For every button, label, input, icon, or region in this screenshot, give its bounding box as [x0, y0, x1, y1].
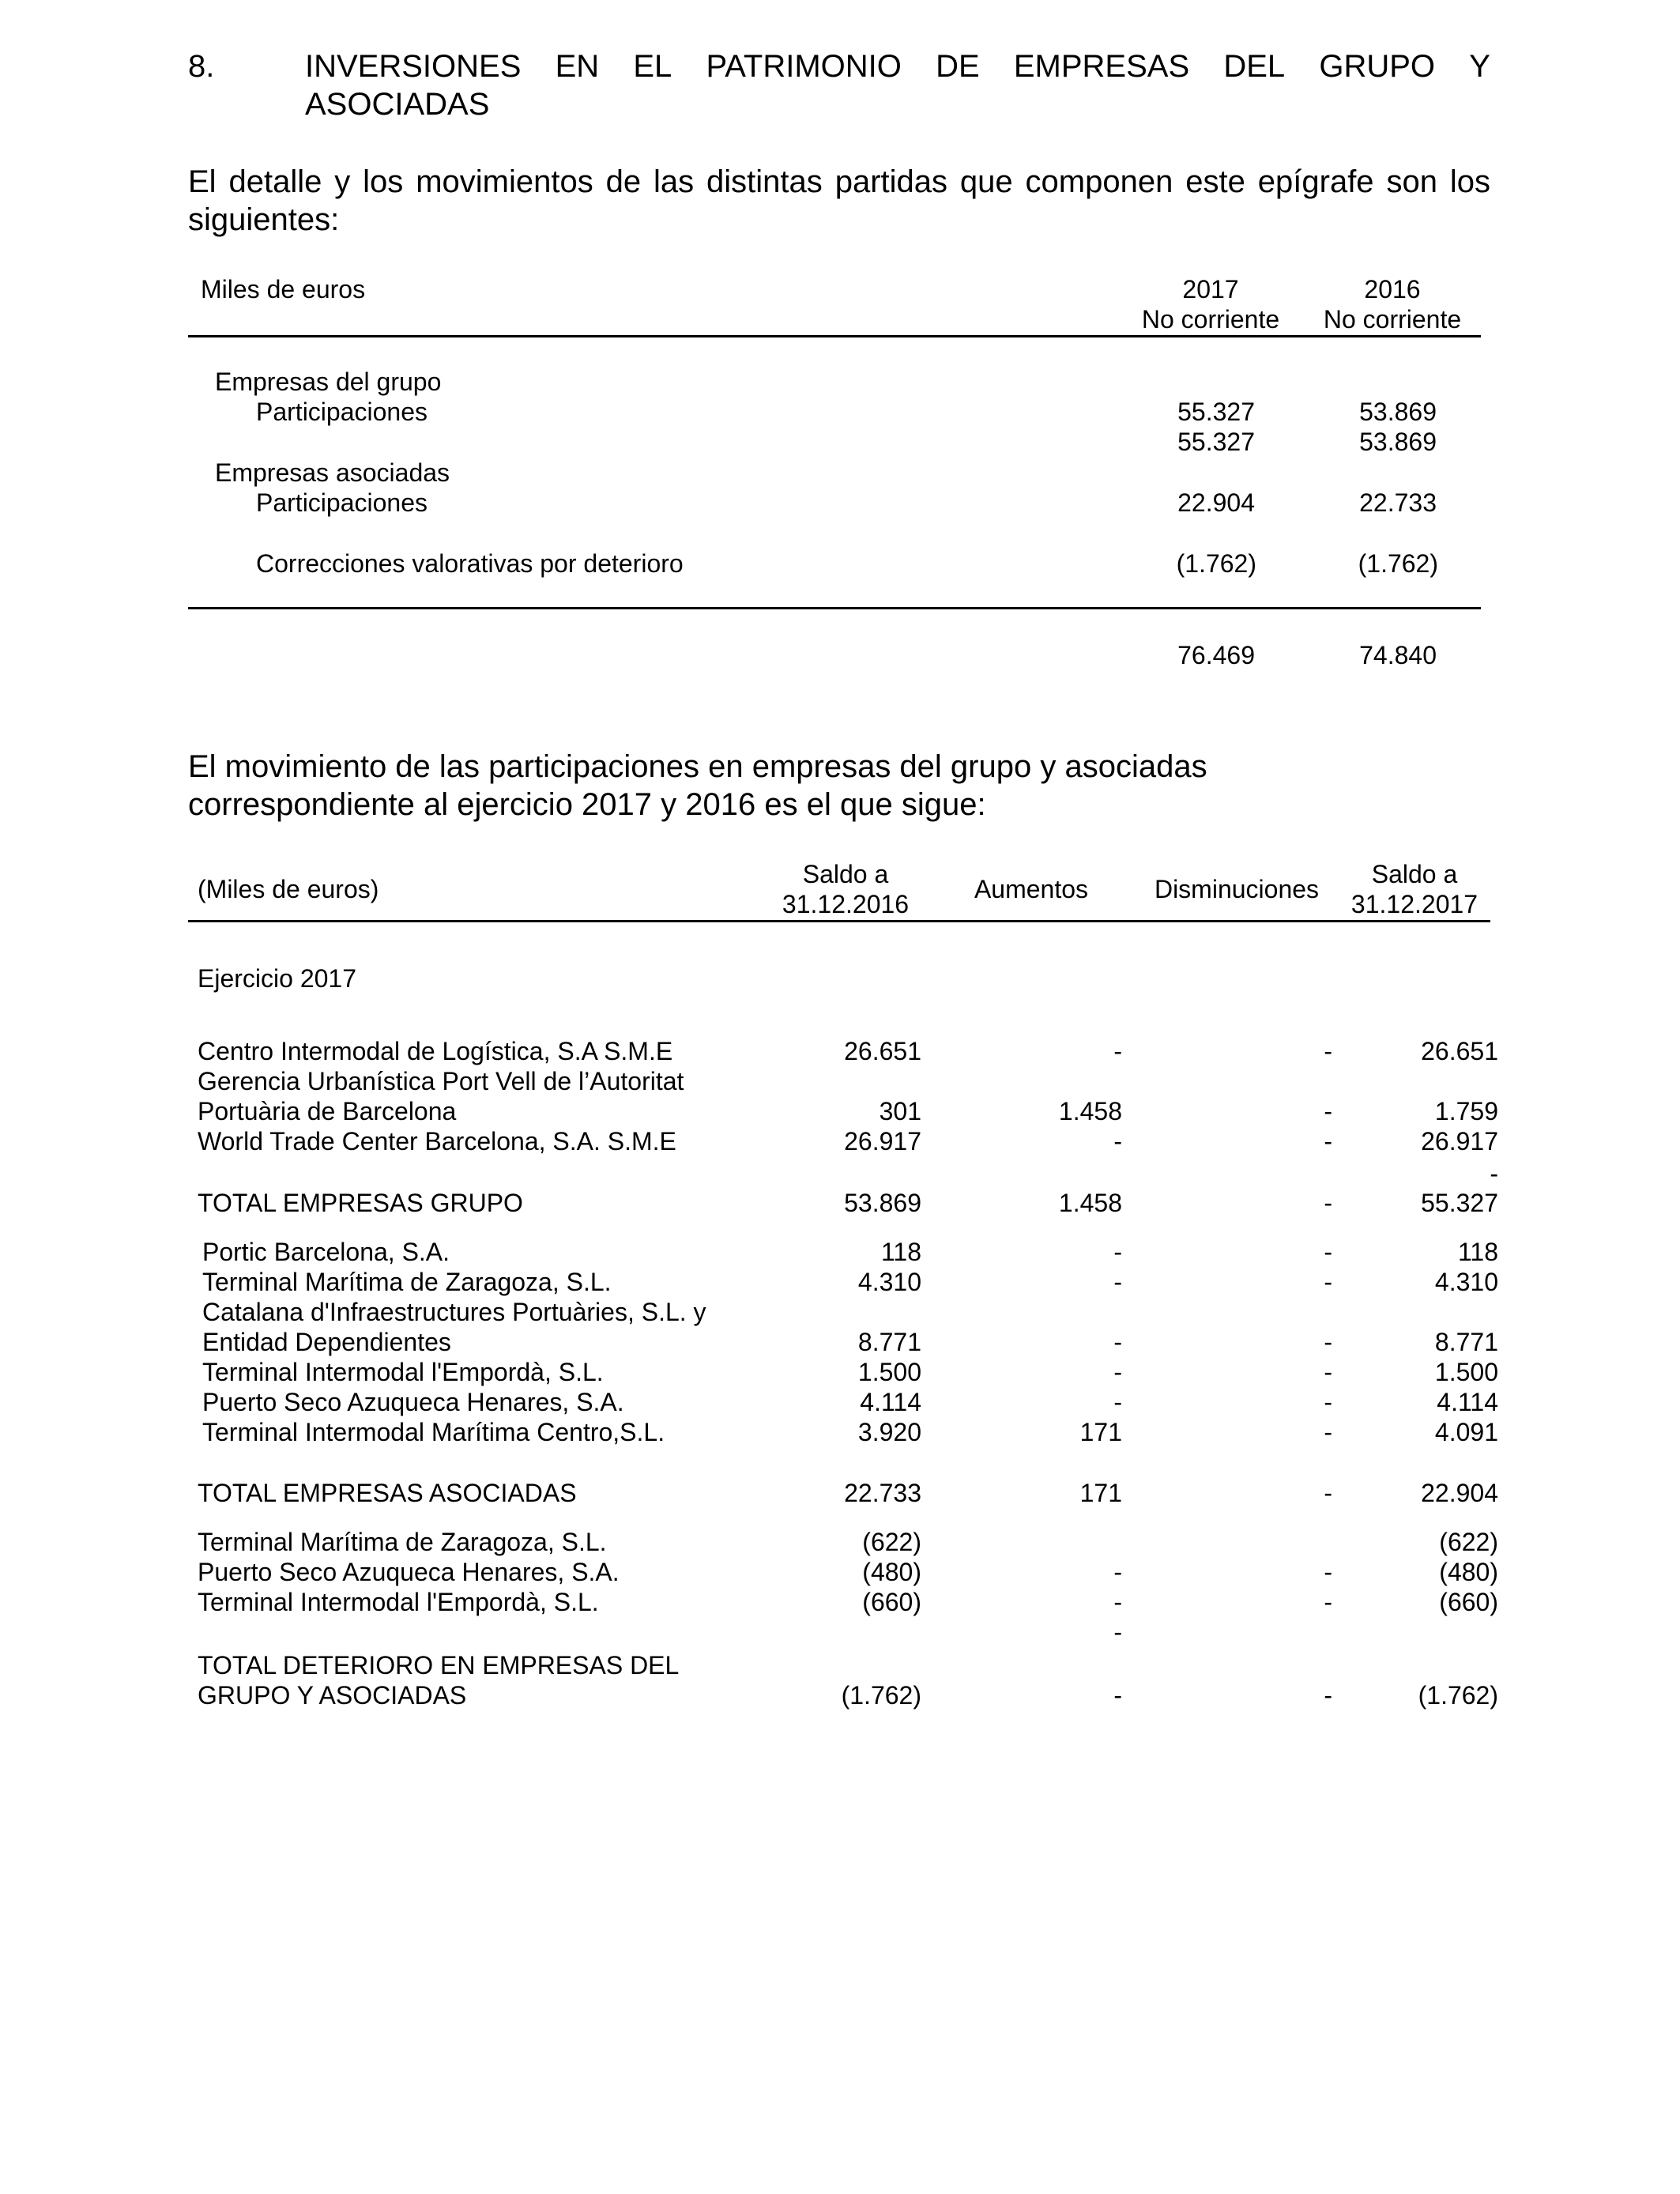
table2-cell-disminuciones: - — [1324, 1328, 1332, 1356]
table2-cell-saldo-inicial: 4.310 — [857, 1268, 921, 1296]
table2-cell-aumentos: 1.458 — [1058, 1189, 1122, 1217]
table2-row-label: Centro Intermodal de Logística, S.A S.M.E — [198, 1037, 673, 1065]
section-number: 8. — [188, 49, 215, 84]
table2-cell-saldo-inicial: 53.869 — [844, 1189, 921, 1217]
table2-row-label: GRUPO Y ASOCIADAS — [198, 1681, 467, 1710]
table2-cell-saldo-final: (480) — [1439, 1558, 1498, 1586]
table1-col-2016-year: 2016 — [1364, 275, 1421, 303]
table1-cell-2016: (1.762) — [1358, 549, 1438, 578]
table2-cell-saldo-inicial: (480) — [862, 1558, 921, 1586]
table2-cell-aumentos: - — [1113, 1618, 1122, 1646]
table1-cell-2017: (1.762) — [1176, 549, 1256, 578]
table2-row-label: TOTAL EMPRESAS ASOCIADAS — [198, 1479, 577, 1507]
table2-row-label: Portuària de Barcelona — [198, 1097, 457, 1125]
table2-cell-aumentos: - — [1113, 1127, 1122, 1155]
table2-cell-aumentos: - — [1113, 1268, 1122, 1296]
table2-cell-disminuciones: - — [1324, 1097, 1332, 1125]
table2-cell-disminuciones: - — [1324, 1388, 1332, 1416]
table2-cell-disminuciones: - — [1324, 1238, 1332, 1266]
table2-cell-saldo-final: 8.771 — [1434, 1328, 1498, 1356]
section-title-line1 — [305, 47, 1490, 85]
section-title-word: EL — [633, 49, 672, 84]
table2-row-label: Terminal Marítima de Zaragoza, S.L. — [202, 1268, 612, 1296]
table2-row-label: TOTAL EMPRESAS GRUPO — [198, 1189, 523, 1217]
table1-row-label: Participaciones — [256, 398, 428, 426]
table2-row-label: Gerencia Urbanística Port Vell de l’Autoritat — [198, 1067, 684, 1095]
section-title-word: PATRIMONIO — [706, 49, 902, 84]
table1-row-label: Participaciones — [256, 488, 428, 517]
table1-cell-2016: 22.733 — [1359, 488, 1437, 517]
table2-header-saldo-final-1: Saldo a — [1371, 860, 1458, 888]
table1-header-rule — [188, 335, 1481, 337]
table2-row-label: Entidad Dependientes — [202, 1328, 451, 1356]
table2-cell-saldo-inicial: 8.771 — [857, 1328, 921, 1356]
table1-subtotal-2017: 55.327 — [1177, 428, 1255, 456]
table2-cell-saldo-inicial: 22.733 — [844, 1479, 921, 1507]
section-title-word: INVERSIONES — [305, 49, 522, 84]
table2-cell-saldo-inicial: (660) — [862, 1588, 921, 1616]
table2-cell-saldo-final: 4.091 — [1434, 1418, 1498, 1446]
table2-cell-saldo-inicial: 118 — [880, 1238, 921, 1266]
table2-row-label: World Trade Center Barcelona, S.A. S.M.E — [198, 1127, 676, 1155]
table2-header-disminuciones: Disminuciones — [1154, 875, 1320, 903]
table2-cell-saldo-final: 55.327 — [1421, 1189, 1498, 1217]
table2-row-label: Terminal Marítima de Zaragoza, S.L. — [198, 1528, 607, 1556]
table2-cell-saldo-inicial: 301 — [879, 1097, 921, 1125]
table2-cell-disminuciones: - — [1324, 1479, 1332, 1507]
table2-cell-disminuciones: - — [1324, 1358, 1332, 1386]
table2-cell-aumentos: 171 — [1079, 1479, 1122, 1507]
table2-cell-disminuciones: - — [1324, 1189, 1332, 1217]
table2-cell-aumentos: - — [1113, 1328, 1122, 1356]
table2-cell-saldo-final: 1.759 — [1434, 1097, 1498, 1125]
section-title-word: EMPRESAS — [1013, 49, 1190, 84]
table2-cell-saldo-final: 4.114 — [1437, 1388, 1498, 1416]
table2-cell-saldo-final: (622) — [1439, 1528, 1498, 1556]
table2-header-aumentos: Aumentos — [974, 875, 1089, 903]
table2-cell-aumentos: - — [1113, 1388, 1122, 1416]
table2-cell-saldo-inicial: 26.651 — [844, 1037, 921, 1065]
table1-cell-2017: 55.327 — [1177, 398, 1255, 426]
table2-cell-disminuciones: - — [1324, 1558, 1332, 1586]
table1-col-2017-year: 2017 — [1182, 275, 1239, 303]
table2-row-label: Catalana d'Infraestructures Portuàries, S.L. y — [202, 1298, 706, 1326]
table2-cell-saldo-inicial: (622) — [862, 1528, 921, 1556]
table2-section-label: Ejercicio 2017 — [198, 964, 356, 993]
table2-cell-saldo-final: 118 — [1457, 1238, 1498, 1266]
section-title-word: Y — [1469, 49, 1490, 84]
table2-row-label: Portic Barcelona, S.A. — [202, 1238, 450, 1266]
table2-cell-saldo-inicial: 3.920 — [857, 1418, 921, 1446]
table2-row-label: Terminal Intermodal Marítima Centro,S.L. — [202, 1418, 665, 1446]
table1-col-2017-sub: No corriente — [1141, 305, 1280, 334]
table2-cell-aumentos: - — [1113, 1037, 1122, 1065]
table2-cell-saldo-final: 26.917 — [1421, 1127, 1498, 1155]
table2-cell-saldo-final: 22.904 — [1421, 1479, 1498, 1507]
table1-group-label: Empresas asociadas — [215, 458, 450, 487]
intro-paragraph-line1: El detalle y los movimientos de las distintas partidas que componen este epígrafe son los — [188, 164, 1490, 199]
section-title-word: GRUPO — [1319, 49, 1436, 84]
section-title-word: DE — [936, 49, 980, 84]
table2-cell-saldo-inicial: 26.917 — [844, 1127, 921, 1155]
table2-cell-aumentos: - — [1113, 1558, 1122, 1586]
table2-cell-disminuciones: - — [1324, 1127, 1332, 1155]
table2-cell-aumentos: 171 — [1079, 1418, 1122, 1446]
table2-cell-aumentos: 1.458 — [1058, 1097, 1122, 1125]
intro-paragraph-line2: siguientes: — [188, 202, 340, 237]
table1-total-2016: 74.840 — [1359, 641, 1437, 669]
table1-unit-label: Miles de euros — [201, 275, 366, 303]
table2-header-rule — [188, 920, 1490, 922]
table2-cell-saldo-final: 4.310 — [1434, 1268, 1498, 1296]
table1-total-rule — [188, 607, 1481, 609]
table2-cell-disminuciones: - — [1324, 1037, 1332, 1065]
table2-header-saldo-inicial-2: 31.12.2016 — [782, 890, 910, 918]
table2-cell-disminuciones: - — [1324, 1588, 1332, 1616]
table2-unit-label: (Miles de euros) — [198, 875, 379, 903]
table2-header-saldo-final-2: 31.12.2017 — [1350, 890, 1478, 918]
table2-cell-saldo-final: - — [1490, 1159, 1498, 1188]
movement-paragraph-line2: correspondiente al ejercicio 2017 y 2016 es el que sigue: — [188, 787, 986, 822]
table1-group-label: Empresas del grupo — [215, 368, 442, 396]
table2-cell-disminuciones: - — [1324, 1268, 1332, 1296]
table2-cell-aumentos: - — [1113, 1238, 1122, 1266]
table2-cell-saldo-inicial: 1.500 — [857, 1358, 921, 1386]
table2-row-label: Terminal Intermodal l'Empordà, S.L. — [202, 1358, 604, 1386]
table2-row-label: Terminal Intermodal l'Empordà, S.L. — [198, 1588, 599, 1616]
table2-cell-disminuciones: - — [1324, 1681, 1332, 1710]
table2-cell-aumentos: - — [1113, 1358, 1122, 1386]
table2-header-saldo-inicial-1: Saldo a — [802, 860, 889, 888]
table2-cell-aumentos: - — [1113, 1588, 1122, 1616]
table1-subtotal-2016: 53.869 — [1359, 428, 1437, 456]
table2-row-label: Puerto Seco Azuqueca Henares, S.A. — [202, 1388, 624, 1416]
table2-row-label: TOTAL DETERIORO EN EMPRESAS DEL — [198, 1651, 680, 1679]
table2-cell-saldo-final: (1.762) — [1418, 1681, 1498, 1710]
section-title-word: DEL — [1223, 49, 1286, 84]
table1-row-label: Correcciones valorativas por deterioro — [256, 549, 684, 578]
table2-cell-saldo-final: 1.500 — [1434, 1358, 1498, 1386]
table2-cell-aumentos: - — [1113, 1681, 1122, 1710]
table1-total-2017: 76.469 — [1177, 641, 1255, 669]
table1-cell-2016: 53.869 — [1359, 398, 1437, 426]
movement-paragraph-line1: El movimiento de las participaciones en empresas del grupo y asociadas — [188, 749, 1207, 784]
section-title-line2: ASOCIADAS — [305, 87, 490, 122]
table2-cell-disminuciones: - — [1324, 1418, 1332, 1446]
table2-cell-saldo-inicial: 4.114 — [860, 1388, 921, 1416]
section-title-word: EN — [555, 49, 600, 84]
table2-row-label: Puerto Seco Azuqueca Henares, S.A. — [198, 1558, 620, 1586]
table2-cell-saldo-final: (660) — [1439, 1588, 1498, 1616]
table2-cell-saldo-final: 26.651 — [1421, 1037, 1498, 1065]
table1-cell-2017: 22.904 — [1177, 488, 1255, 517]
table1-col-2016-sub: No corriente — [1323, 305, 1462, 334]
table2-cell-saldo-inicial: (1.762) — [841, 1681, 921, 1710]
